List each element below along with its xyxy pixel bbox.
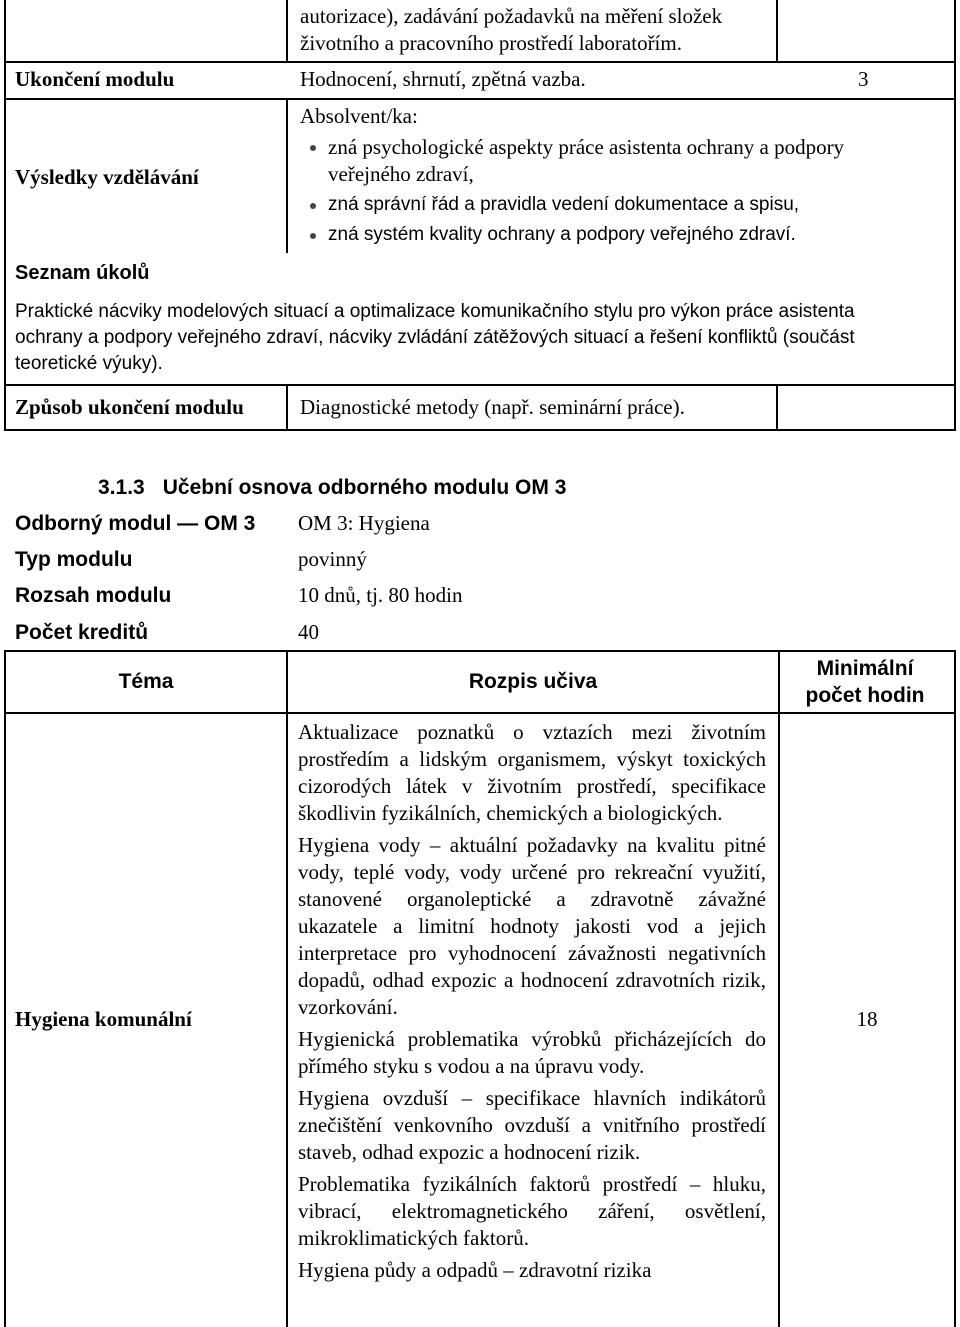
module-info-label: Odborný modul — OM 3 — [15, 512, 256, 535]
column-header-hodiny: Minimální počet hodin — [805, 657, 925, 707]
vysledky-item: zná systém kvality ochrany a podpory veřejného zdraví. — [298, 222, 918, 248]
hodiny-cell: 18 — [856, 1007, 878, 1031]
module-info-value: 40 — [298, 620, 319, 644]
vysledky-item: zná správní řád a pravidla vedení dokumentace a spisu, — [298, 192, 918, 218]
rozpis-paragraph: Hygienická problematika výrobků přicházejících do přímého styku s vodou a na úpravu vody. — [298, 1027, 766, 1078]
vysledky-item: zná psychologické aspekty práce asistenta ochrany a podpory veřejného zdraví, — [298, 134, 918, 188]
ukonceni-label: Ukončení modulu — [15, 67, 175, 91]
rozpis-cell — [298, 719, 766, 1327]
zpusob-value: Diagnostické metody (např. seminární práce). — [300, 395, 685, 419]
ukonceni-value: Hodnocení, shrnutí, zpětná vazba. — [300, 67, 586, 91]
seznam-label: Seznam úkolů — [15, 262, 150, 284]
rozpis-paragraph: Hygiena vody – aktuální požadavky na kvalitu pitné vody, teplé vody, vody určené pro rekreační využití, stanovené organoleptické a zdravotně závažné ukazatele a limitní hodnoty jakosti vod a jejich interpretace pro vyhodnocení závažnosti negativních dopadů, odhad expozic a hodnocení zdravotních rizik, vzorkování. — [298, 833, 766, 1019]
rozpis-paragraph: Aktualizace poznatků o vztazích mezi životním prostředím a lidským organismem, výskyt toxických cizorodých látek v životním prostředí, specifikace škodlivin fyzikálních, chemických a biologických. — [298, 720, 766, 825]
module-info-value: povinný — [298, 547, 367, 571]
zpusob-label: Způsob ukončení modulu — [15, 395, 244, 419]
section-number: 3.1.3 — [98, 476, 145, 499]
section-heading — [98, 474, 566, 501]
column-header-rozpis: Rozpis učiva — [468, 670, 598, 693]
rozpis-paragraph: Hygiena ovzduší – specifikace hlavních indikátorů znečištění venkovního ovzduší a vnitřního prostředí staveb, odhad expozic a hodnocení rizik. — [298, 1086, 766, 1164]
module-info-label: Rozsah modulu — [15, 584, 172, 607]
section-title: Učební osnova odborného modulu OM 3 — [162, 476, 567, 499]
vysledky-list — [298, 134, 918, 248]
module-info-value: OM 3: Hygiena — [298, 511, 430, 535]
vysledky-intro: Absolvent/ka: — [300, 104, 418, 128]
tema-cell: Hygiena komunální — [15, 1007, 192, 1031]
module-info-label: Počet kreditů — [15, 621, 149, 644]
rozpis-paragraph: Hygiena půdy a odpadů – zdravotní rizika — [298, 1258, 652, 1282]
module-info-value: 10 dnů, tj. 80 hodin — [298, 583, 463, 607]
seznam-text: Praktické nácviky modelových situací a optimalizace komunikačního stylu pro výkon práce asistenta ochrany a podpory veřejného zdraví, nácviky zvládání zátěžových situací a řešení konfliktů (součást teoretické výuky). — [15, 301, 855, 374]
vysledky-label: Výsledky vzdělávání — [15, 165, 199, 189]
rozpis-paragraph: Problematika fyzikálních faktorů prostředí – hluku, vibrací, elektromagnetického záření, osvětlení, mikroklimatických faktorů. — [298, 1172, 766, 1250]
column-header-tema: Téma — [118, 670, 174, 693]
ukonceni-hours: 3 — [858, 67, 869, 91]
module-info-label: Typ modulu — [15, 548, 133, 571]
previous-row-text: autorizace), zadávání požadavků na měření složek životního a pracovního prostředí laboratořím. — [300, 4, 723, 55]
